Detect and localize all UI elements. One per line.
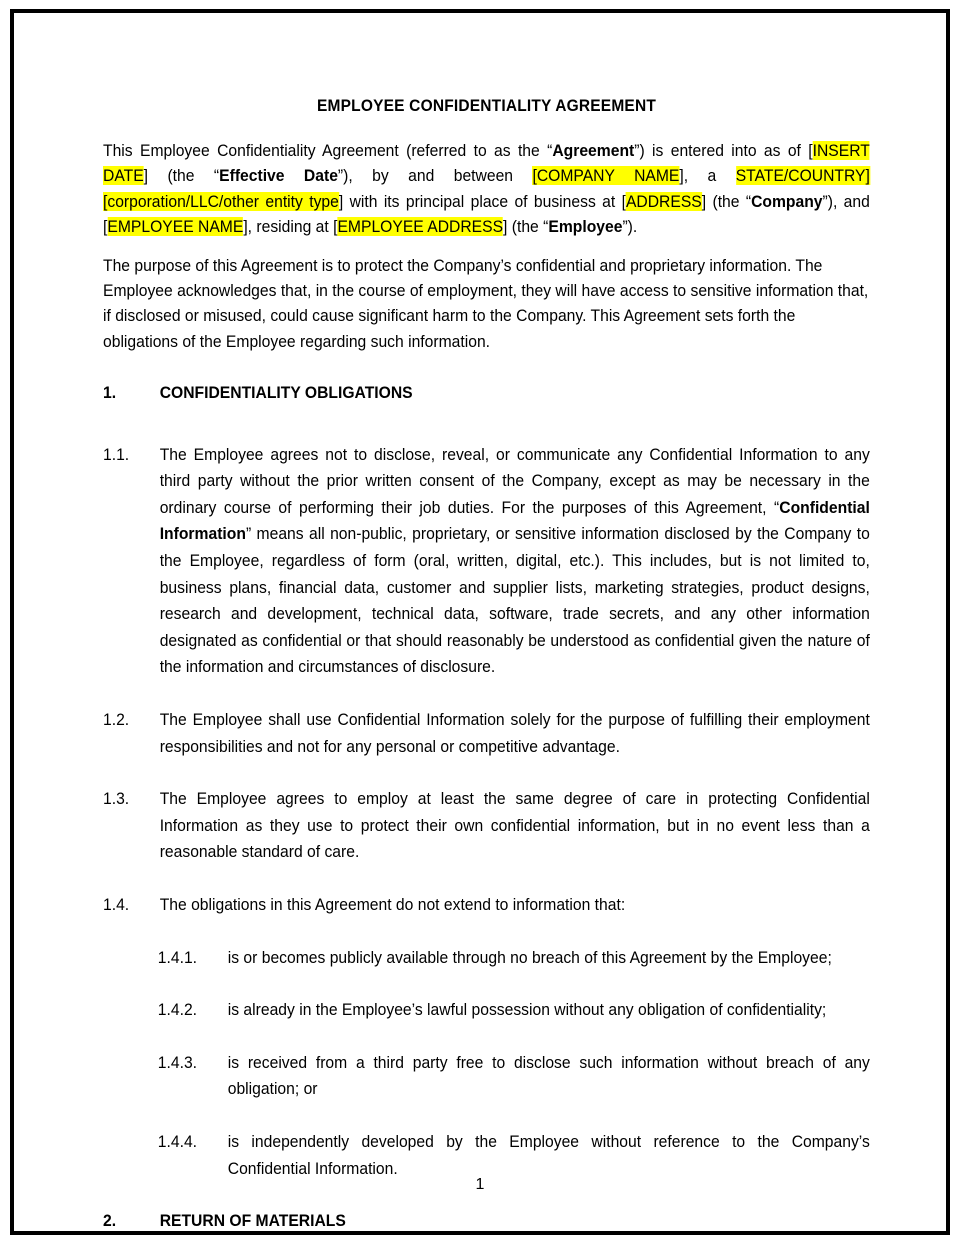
section-number-2: 2. <box>103 1211 117 1231</box>
document-page <box>10 9 950 1235</box>
intro-text-10: ], residing at [ <box>243 217 338 237</box>
subclause-body-1-4-4: is independently developed by the Employee without reference to the Company’s Confidential Information. <box>227 1131 870 1178</box>
intro-text-3: ] (the “ <box>143 166 220 186</box>
term-company: Company <box>751 191 823 211</box>
purpose-paragraph: The purpose of this Agreement is to protect the Company’s confidential and proprietary information. The Employee acknowledges that, in the course of employment, they will have access to sensitive information that, if disclosed or misused, could cause significant harm to the Company. This Agreement sets forth the obligations of the Employee regarding such information. <box>103 255 869 351</box>
term-confidential-information: Confidential Information <box>159 497 870 544</box>
intro-paragraph <box>103 138 870 240</box>
subclause-1-4-3 <box>103 1050 870 1103</box>
section-title-2: RETURN OF MATERIALS <box>159 1211 346 1231</box>
placeholder-entity-type: [corporation/LLC/other entity type <box>103 191 339 211</box>
term-effective-date: Effective Date <box>219 166 338 186</box>
subclause-1-4-4 <box>103 1129 870 1182</box>
subclause-body-1-4-1: is or becomes publicly available through no breach of this Agreement by the Employee; <box>227 947 832 967</box>
intro-text-11: ] (the “ <box>503 217 549 237</box>
placeholder-address: ADDRESS <box>625 191 702 211</box>
section-heading-1 <box>103 380 870 405</box>
term-agreement: Agreement <box>552 141 635 160</box>
subclause-number-1-4-1: 1.4.1. <box>157 947 198 967</box>
clause-1-1-text-2: ” means all non-public, proprietary, or sensitive information disclosed by the Company to the Employee, regardless of form (oral, written, digital, etc.). This includes, but is not limited to, business plans, financial data, customer and supplier lists, marketing strategies, product designs, research and development, technical data, software, trade secrets, and any other information designated as confidential or that should reasonably be understood as confidential given the nature of the information and circumstances of disclosure. <box>159 524 870 677</box>
term-employee: Employee <box>548 217 623 237</box>
page-number-footer: 1 <box>475 1176 485 1193</box>
subclause-1-4-2 <box>103 997 870 1024</box>
clause-body-1-2: The Employee shall use Confidential Information solely for the purpose of fulfilling their employment responsibilities and not for any personal or competitive advantage. <box>159 710 870 756</box>
document-content <box>103 97 870 1234</box>
intro-text-4: ”), by and between <box>337 166 533 186</box>
placeholder-insert-date: INSERT DATE <box>103 141 870 186</box>
clause-1-2 <box>103 707 870 760</box>
placeholder-state-country: STATE/COUNTRY] <box>735 166 870 186</box>
clause-body-1-1 <box>160 442 870 681</box>
section-number-1: 1. <box>103 383 117 403</box>
clause-1-3 <box>103 786 870 866</box>
intro-text-7: ] with its principal place of business at [ <box>338 191 626 211</box>
subclause-number-1-4-4: 1.4.4. <box>157 1131 198 1151</box>
intro-text-9: ”), and [ <box>103 191 870 237</box>
clause-body-1-4: The obligations in this Agreement do not extend to information that: <box>159 894 626 914</box>
clause-body-1-3: The Employee agrees to employ at least the same degree of care in protecting Confidential Information as they use to protect their own confidential information, but in no event less than a reasonable standard of care. <box>159 789 870 862</box>
clause-1-4 <box>103 892 870 919</box>
clause-number-1-1: 1.1. <box>103 444 130 464</box>
placeholder-company-name: [COMPANY NAME <box>532 166 680 186</box>
placeholder-employee-address: EMPLOYEE ADDRESS <box>337 217 504 237</box>
subclause-body-1-4-3: is received from a third party free to disclose such information without breach of any obligation; or <box>227 1052 870 1099</box>
subclause-1-4-1 <box>103 945 870 972</box>
intro-text-2: ”) is entered into as of [ <box>634 141 813 160</box>
clause-1-1 <box>103 442 870 681</box>
subclause-number-1-4-3: 1.4.3. <box>157 1052 198 1072</box>
clause-number-1-2: 1.2. <box>103 710 130 729</box>
page-title: EMPLOYEE CONFIDENTIALITY AGREEMENT <box>316 97 657 115</box>
intro-text-12: ”). <box>622 217 638 237</box>
intro-text-1: This Employee Confidentiality Agreement (referred to as the “ <box>103 141 553 160</box>
section-heading-2 <box>103 1208 870 1233</box>
subclause-number-1-4-2: 1.4.2. <box>157 1000 198 1020</box>
section-title-1: CONFIDENTIALITY OBLIGATIONS <box>159 383 413 403</box>
placeholder-employee-name: EMPLOYEE NAME <box>107 217 244 237</box>
clause-number-1-4: 1.4. <box>103 894 130 914</box>
clause-number-1-3: 1.3. <box>103 789 130 809</box>
intro-text-8: ] (the “ <box>701 191 752 211</box>
intro-text-5: ], a <box>679 166 736 186</box>
clause-1-1-text-1: The Employee agrees not to disclose, reveal, or communicate any Confidential Information to any third party without the prior written consent of the Company, except as may be necessary in the ordinary course of performing their job duties. For the purposes of this Agreement, “ <box>159 444 870 517</box>
subclause-body-1-4-2: is already in the Employee’s lawful possession without any obligation of confidentiality; <box>227 1000 827 1020</box>
